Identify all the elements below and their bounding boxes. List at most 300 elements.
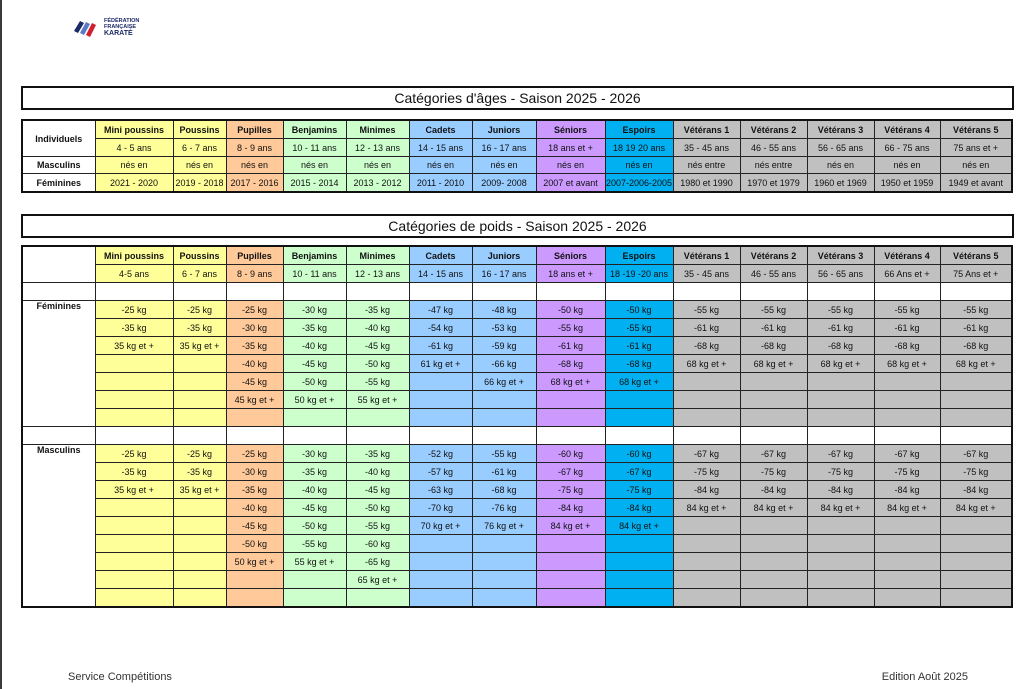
- weight-class-cell: -50 kg: [283, 373, 346, 391]
- birth-years-cell: 2009- 2008: [472, 174, 536, 193]
- age-range-cell: 18 ans et +: [536, 139, 605, 157]
- weight-class-cell: 84 kg et +: [874, 499, 940, 517]
- weight-class-cell: [940, 571, 1012, 589]
- age-category-header: Pupilles: [226, 120, 283, 139]
- birth-prefix-cell: nés en: [346, 157, 409, 174]
- weight-class-cell: -61 kg: [874, 319, 940, 337]
- separator-cell: [22, 283, 95, 301]
- age-category-header: Cadets: [409, 120, 472, 139]
- logo-line1: FÉDÉRATION: [104, 18, 140, 24]
- weight-class-cell: -76 kg: [472, 499, 536, 517]
- weight-class-cell: 35 kg et +: [173, 481, 226, 499]
- weight-class-cell: [807, 589, 874, 608]
- birth-years-cell: 2011 - 2010: [409, 174, 472, 193]
- weight-class-cell: -52 kg: [409, 445, 472, 463]
- age-category-header: Espoirs: [605, 120, 673, 139]
- age-range-cell: 14 - 15 ans: [409, 139, 472, 157]
- weight-class-cell: -60 kg: [605, 445, 673, 463]
- age-category-header: Vétérans 1: [673, 120, 740, 139]
- birth-years-cell: 2007-2006-2005: [605, 174, 673, 193]
- footer-service: Service Compétitions: [68, 671, 172, 683]
- birth-years-cell: 1980 et 1990: [673, 174, 740, 193]
- birth-years-cell: 2007 et avant: [536, 174, 605, 193]
- weight-category-header: Juniors: [472, 246, 536, 265]
- birth-prefix-cell: nés entre: [740, 157, 807, 174]
- weight-class-cell: [536, 535, 605, 553]
- weight-class-cell: 84 kg et +: [807, 499, 874, 517]
- weight-class-cell: [740, 571, 807, 589]
- weight-class-cell: -40 kg: [226, 499, 283, 517]
- weight-class-cell: -45 kg: [346, 337, 409, 355]
- weight-class-cell: [472, 589, 536, 608]
- weight-class-cell: [173, 499, 226, 517]
- weight-class-cell: -60 kg: [346, 535, 409, 553]
- weight-class-cell: -30 kg: [226, 319, 283, 337]
- weight-class-cell: [536, 589, 605, 608]
- weight-class-cell: [95, 535, 173, 553]
- weight-class-cell: -35 kg: [283, 463, 346, 481]
- weight-class-cell: -50 kg: [346, 499, 409, 517]
- weight-class-cell: [409, 553, 472, 571]
- weight-age-range-cell: 12 - 13 ans: [346, 265, 409, 283]
- birth-prefix-cell: nés en: [807, 157, 874, 174]
- weight-class-cell: -59 kg: [472, 337, 536, 355]
- weight-class-cell: [673, 553, 740, 571]
- weight-corner-cell: [22, 246, 95, 283]
- weight-class-cell: -30 kg: [283, 445, 346, 463]
- weight-class-cell: -61 kg: [605, 337, 673, 355]
- weight-age-range-cell: 18 -19 -20 ans: [605, 265, 673, 283]
- weight-category-header: Vétérans 2: [740, 246, 807, 265]
- weight-class-cell: -35 kg: [283, 319, 346, 337]
- weight-class-cell: [740, 373, 807, 391]
- weight-class-cell: -61 kg: [807, 319, 874, 337]
- weight-class-cell: [673, 373, 740, 391]
- birth-prefix-cell: nés en: [283, 157, 346, 174]
- weight-class-cell: -84 kg: [605, 499, 673, 517]
- birth-prefix-cell: nés en: [173, 157, 226, 174]
- weight-class-cell: -50 kg: [346, 355, 409, 373]
- weight-class-cell: -68 kg: [673, 337, 740, 355]
- weight-class-cell: 84 kg et +: [740, 499, 807, 517]
- row-label-feminines: Féminines: [22, 174, 95, 193]
- weight-class-cell: -75 kg: [605, 481, 673, 499]
- weight-class-cell: -68 kg: [605, 355, 673, 373]
- weight-class-cell: 66 kg et +: [472, 373, 536, 391]
- weight-section-label: Féminines: [22, 301, 95, 427]
- birth-years-cell: 2013 - 2012: [346, 174, 409, 193]
- weight-class-cell: -84 kg: [874, 481, 940, 499]
- weight-class-cell: [173, 535, 226, 553]
- age-categories-title: Catégories d'âges - Saison 2025 - 2026: [21, 86, 1014, 110]
- separator-cell: [472, 283, 536, 301]
- separator-cell: [409, 283, 472, 301]
- weight-class-cell: 65 kg et +: [346, 571, 409, 589]
- weight-class-cell: -40 kg: [346, 463, 409, 481]
- weight-class-cell: -50 kg: [536, 301, 605, 319]
- separator-cell: [807, 283, 874, 301]
- weight-class-cell: -55 kg: [536, 319, 605, 337]
- weight-categories-title: Catégories de poids - Saison 2025 - 2026: [21, 214, 1014, 238]
- weight-class-cell: -35 kg: [226, 481, 283, 499]
- separator-cell: [940, 283, 1012, 301]
- weight-class-cell: [940, 589, 1012, 608]
- weight-class-cell: 68 kg et +: [673, 355, 740, 373]
- birth-prefix-cell: nés en: [874, 157, 940, 174]
- weight-class-cell: [173, 553, 226, 571]
- weight-class-cell: [807, 409, 874, 427]
- weight-class-cell: [740, 391, 807, 409]
- weight-class-cell: -67 kg: [740, 445, 807, 463]
- age-range-cell: 12 - 13 ans: [346, 139, 409, 157]
- age-category-header: Juniors: [472, 120, 536, 139]
- age-range-cell: 56 - 65 ans: [807, 139, 874, 157]
- weight-class-cell: -54 kg: [409, 319, 472, 337]
- birth-years-cell: 2015 - 2014: [283, 174, 346, 193]
- weight-class-cell: -66 kg: [472, 355, 536, 373]
- weight-class-cell: [536, 553, 605, 571]
- weight-class-cell: 35 kg et +: [95, 337, 173, 355]
- weight-class-cell: -63 kg: [409, 481, 472, 499]
- weight-age-range-cell: 8 - 9 ans: [226, 265, 283, 283]
- weight-class-cell: [605, 409, 673, 427]
- weight-categories-table: [21, 245, 1013, 608]
- separator-cell: [807, 427, 874, 445]
- separator-cell: [173, 427, 226, 445]
- separator-cell: [226, 283, 283, 301]
- weight-class-cell: 68 kg et +: [874, 355, 940, 373]
- weight-class-cell: [605, 589, 673, 608]
- weight-class-cell: -25 kg: [173, 301, 226, 319]
- birth-prefix-cell: nés en: [409, 157, 472, 174]
- weight-category-header: Poussins: [173, 246, 226, 265]
- separator-cell: [472, 427, 536, 445]
- weight-class-cell: -55 kg: [874, 301, 940, 319]
- weight-class-cell: -55 kg: [346, 373, 409, 391]
- separator-cell: [874, 427, 940, 445]
- weight-section-label: Masculins: [22, 445, 95, 608]
- birth-prefix-cell: nés en: [95, 157, 173, 174]
- weight-class-cell: [874, 589, 940, 608]
- weight-class-cell: -25 kg: [226, 301, 283, 319]
- birth-years-cell: 1950 et 1959: [874, 174, 940, 193]
- weight-class-cell: [605, 571, 673, 589]
- birth-prefix-cell: nés en: [536, 157, 605, 174]
- weight-class-cell: -35 kg: [346, 445, 409, 463]
- weight-class-cell: [173, 409, 226, 427]
- weight-class-cell: -67 kg: [874, 445, 940, 463]
- birth-years-cell: 2019 - 2018: [173, 174, 226, 193]
- weight-class-cell: [95, 373, 173, 391]
- separator-cell: [673, 427, 740, 445]
- weight-age-range-cell: 6 - 7 ans: [173, 265, 226, 283]
- weight-class-cell: -57 kg: [409, 463, 472, 481]
- age-range-cell: 75 ans et +: [940, 139, 1012, 157]
- weight-class-cell: [807, 391, 874, 409]
- weight-class-cell: -65 kg: [346, 553, 409, 571]
- separator-cell: [740, 427, 807, 445]
- weight-class-cell: [807, 373, 874, 391]
- weight-class-cell: -53 kg: [472, 319, 536, 337]
- weight-class-cell: -68 kg: [536, 355, 605, 373]
- weight-class-cell: 50 kg et +: [226, 553, 283, 571]
- age-category-header: Benjamins: [283, 120, 346, 139]
- weight-category-header: Pupilles: [226, 246, 283, 265]
- weight-age-range-cell: 4-5 ans: [95, 265, 173, 283]
- weight-class-cell: [673, 589, 740, 608]
- weight-class-cell: [940, 553, 1012, 571]
- weight-class-cell: 35 kg et +: [173, 337, 226, 355]
- weight-class-cell: -75 kg: [673, 463, 740, 481]
- weight-age-range-cell: 18 ans et +: [536, 265, 605, 283]
- weight-class-cell: -61 kg: [940, 319, 1012, 337]
- weight-class-cell: [874, 535, 940, 553]
- age-range-cell: 16 - 17 ans: [472, 139, 536, 157]
- age-category-header: Vétérans 2: [740, 120, 807, 139]
- weight-class-cell: [173, 589, 226, 608]
- weight-class-cell: [536, 391, 605, 409]
- weight-class-cell: [605, 391, 673, 409]
- age-range-cell: 46 - 55 ans: [740, 139, 807, 157]
- weight-class-cell: [940, 373, 1012, 391]
- weight-class-cell: [283, 589, 346, 608]
- weight-class-cell: -25 kg: [173, 445, 226, 463]
- separator-cell: [95, 283, 173, 301]
- weight-class-cell: -55 kg: [807, 301, 874, 319]
- weight-age-range-cell: 46 - 55 ans: [740, 265, 807, 283]
- weight-class-cell: [940, 535, 1012, 553]
- birth-years-cell: 1970 et 1979: [740, 174, 807, 193]
- weight-class-cell: -55 kg: [605, 319, 673, 337]
- weight-class-cell: -84 kg: [807, 481, 874, 499]
- weight-class-cell: [95, 391, 173, 409]
- weight-class-cell: -67 kg: [673, 445, 740, 463]
- weight-class-cell: [807, 535, 874, 553]
- weight-class-cell: [409, 589, 472, 608]
- weight-class-cell: [226, 571, 283, 589]
- weight-class-cell: -60 kg: [536, 445, 605, 463]
- weight-class-cell: -40 kg: [283, 481, 346, 499]
- weight-class-cell: [472, 553, 536, 571]
- weight-class-cell: -45 kg: [226, 373, 283, 391]
- weight-class-cell: 68 kg et +: [536, 373, 605, 391]
- birth-years-cell: 1960 et 1969: [807, 174, 874, 193]
- weight-category-header: Cadets: [409, 246, 472, 265]
- weight-class-cell: -55 kg: [472, 445, 536, 463]
- separator-cell: [940, 427, 1012, 445]
- weight-class-cell: -55 kg: [283, 535, 346, 553]
- weight-category-header: Mini poussins: [95, 246, 173, 265]
- weight-class-cell: -55 kg: [346, 517, 409, 535]
- weight-class-cell: -50 kg: [283, 517, 346, 535]
- weight-class-cell: [173, 373, 226, 391]
- weight-class-cell: [940, 391, 1012, 409]
- weight-class-cell: [472, 571, 536, 589]
- weight-class-cell: [536, 571, 605, 589]
- weight-age-range-cell: 66 Ans et +: [874, 265, 940, 283]
- weight-class-cell: [740, 553, 807, 571]
- weight-class-cell: [673, 517, 740, 535]
- weight-class-cell: [605, 535, 673, 553]
- weight-class-cell: 76 kg et +: [472, 517, 536, 535]
- separator-cell: [226, 427, 283, 445]
- age-range-cell: 66 - 75 ans: [874, 139, 940, 157]
- weight-class-cell: -75 kg: [536, 481, 605, 499]
- weight-class-cell: 84 kg et +: [536, 517, 605, 535]
- weight-class-cell: -47 kg: [409, 301, 472, 319]
- weight-class-cell: -25 kg: [95, 445, 173, 463]
- separator-cell: [536, 283, 605, 301]
- weight-class-cell: -48 kg: [472, 301, 536, 319]
- weight-class-cell: -67 kg: [940, 445, 1012, 463]
- age-category-header: Vétérans 3: [807, 120, 874, 139]
- birth-prefix-cell: nés en: [940, 157, 1012, 174]
- weight-class-cell: 45 kg et +: [226, 391, 283, 409]
- weight-class-cell: [226, 409, 283, 427]
- weight-age-range-cell: 35 - 45 ans: [673, 265, 740, 283]
- weight-class-cell: [740, 409, 807, 427]
- weight-class-cell: 68 kg et +: [940, 355, 1012, 373]
- weight-class-cell: -55 kg: [940, 301, 1012, 319]
- birth-prefix-cell: nés en: [605, 157, 673, 174]
- weight-class-cell: [740, 517, 807, 535]
- age-category-header: Minimes: [346, 120, 409, 139]
- weight-class-cell: -40 kg: [346, 319, 409, 337]
- birth-prefix-cell: nés entre: [673, 157, 740, 174]
- weight-class-cell: -68 kg: [472, 481, 536, 499]
- age-range-cell: 4 - 5 ans: [95, 139, 173, 157]
- ffk-emblem-icon: [72, 17, 102, 39]
- weight-category-header: Vétérans 4: [874, 246, 940, 265]
- weight-age-range-cell: 14 - 15 ans: [409, 265, 472, 283]
- weight-class-cell: -70 kg: [409, 499, 472, 517]
- age-category-header: Vétérans 5: [940, 120, 1012, 139]
- weight-class-cell: [874, 373, 940, 391]
- birth-years-cell: 2017 - 2016: [226, 174, 283, 193]
- weight-category-header: Séniors: [536, 246, 605, 265]
- weight-age-range-cell: 16 - 17 ans: [472, 265, 536, 283]
- age-range-cell: 6 - 7 ans: [173, 139, 226, 157]
- age-range-cell: 35 - 45 ans: [673, 139, 740, 157]
- weight-class-cell: [940, 409, 1012, 427]
- weight-class-cell: 35 kg et +: [95, 481, 173, 499]
- weight-class-cell: [226, 589, 283, 608]
- weight-category-header: Benjamins: [283, 246, 346, 265]
- weight-class-cell: -68 kg: [940, 337, 1012, 355]
- weight-class-cell: 55 kg et +: [346, 391, 409, 409]
- weight-class-cell: [409, 409, 472, 427]
- weight-class-cell: 55 kg et +: [283, 553, 346, 571]
- weight-class-cell: -75 kg: [940, 463, 1012, 481]
- weight-class-cell: -35 kg: [95, 319, 173, 337]
- row-label-masculins: Masculins: [22, 157, 95, 174]
- weight-class-cell: [95, 499, 173, 517]
- separator-cell: [22, 427, 95, 445]
- weight-class-cell: -67 kg: [807, 445, 874, 463]
- weight-class-cell: [740, 589, 807, 608]
- weight-class-cell: [95, 553, 173, 571]
- weight-class-cell: [472, 391, 536, 409]
- weight-class-cell: -35 kg: [173, 319, 226, 337]
- separator-cell: [173, 283, 226, 301]
- weight-class-cell: 84 kg et +: [605, 517, 673, 535]
- age-category-header: Séniors: [536, 120, 605, 139]
- weight-class-cell: 84 kg et +: [673, 499, 740, 517]
- weight-class-cell: [673, 535, 740, 553]
- weight-class-cell: -45 kg: [283, 355, 346, 373]
- weight-class-cell: -68 kg: [740, 337, 807, 355]
- weight-class-cell: 68 kg et +: [807, 355, 874, 373]
- weight-category-header: Vétérans 1: [673, 246, 740, 265]
- separator-cell: [346, 283, 409, 301]
- weight-class-cell: -75 kg: [874, 463, 940, 481]
- weight-class-cell: [173, 571, 226, 589]
- separator-cell: [605, 283, 673, 301]
- weight-class-cell: 84 kg et +: [940, 499, 1012, 517]
- weight-class-cell: -30 kg: [283, 301, 346, 319]
- weight-class-cell: -67 kg: [605, 463, 673, 481]
- weight-class-cell: 70 kg et +: [409, 517, 472, 535]
- weight-class-cell: 68 kg et +: [605, 373, 673, 391]
- weight-class-cell: [807, 571, 874, 589]
- separator-cell: [605, 427, 673, 445]
- weight-class-cell: [874, 571, 940, 589]
- age-category-header: Vétérans 4: [874, 120, 940, 139]
- weight-class-cell: -45 kg: [283, 499, 346, 517]
- separator-cell: [536, 427, 605, 445]
- weight-class-cell: [283, 409, 346, 427]
- weight-class-cell: -35 kg: [173, 463, 226, 481]
- weight-class-cell: [95, 409, 173, 427]
- weight-class-cell: [346, 589, 409, 608]
- weight-class-cell: [472, 535, 536, 553]
- weight-class-cell: [95, 571, 173, 589]
- weight-class-cell: -50 kg: [226, 535, 283, 553]
- weight-class-cell: [874, 409, 940, 427]
- weight-class-cell: 68 kg et +: [740, 355, 807, 373]
- weight-class-cell: -45 kg: [226, 517, 283, 535]
- weight-class-cell: [173, 391, 226, 409]
- weight-age-range-cell: 75 Ans et +: [940, 265, 1012, 283]
- weight-class-cell: -55 kg: [740, 301, 807, 319]
- weight-class-cell: -61 kg: [409, 337, 472, 355]
- birth-prefix-cell: nés en: [472, 157, 536, 174]
- weight-class-cell: -35 kg: [346, 301, 409, 319]
- weight-class-cell: [874, 517, 940, 535]
- weight-class-cell: -25 kg: [95, 301, 173, 319]
- logo-line3: KARATÉ: [104, 30, 133, 37]
- footer-edition: Edition Août 2025: [881, 671, 968, 683]
- weight-class-cell: [673, 571, 740, 589]
- weight-class-cell: [874, 553, 940, 571]
- weight-class-cell: [940, 517, 1012, 535]
- weight-class-cell: -68 kg: [807, 337, 874, 355]
- birth-years-cell: 2021 - 2020: [95, 174, 173, 193]
- row-label-individuels: Individuels: [22, 120, 95, 157]
- weight-class-cell: -25 kg: [226, 445, 283, 463]
- weight-age-range-cell: 56 - 65 ans: [807, 265, 874, 283]
- separator-cell: [409, 427, 472, 445]
- separator-cell: [740, 283, 807, 301]
- separator-cell: [874, 283, 940, 301]
- weight-class-cell: [409, 391, 472, 409]
- weight-class-cell: -35 kg: [226, 337, 283, 355]
- weight-class-cell: [95, 517, 173, 535]
- weight-class-cell: [605, 553, 673, 571]
- age-range-cell: 8 - 9 ans: [226, 139, 283, 157]
- weight-class-cell: [673, 409, 740, 427]
- weight-class-cell: [874, 391, 940, 409]
